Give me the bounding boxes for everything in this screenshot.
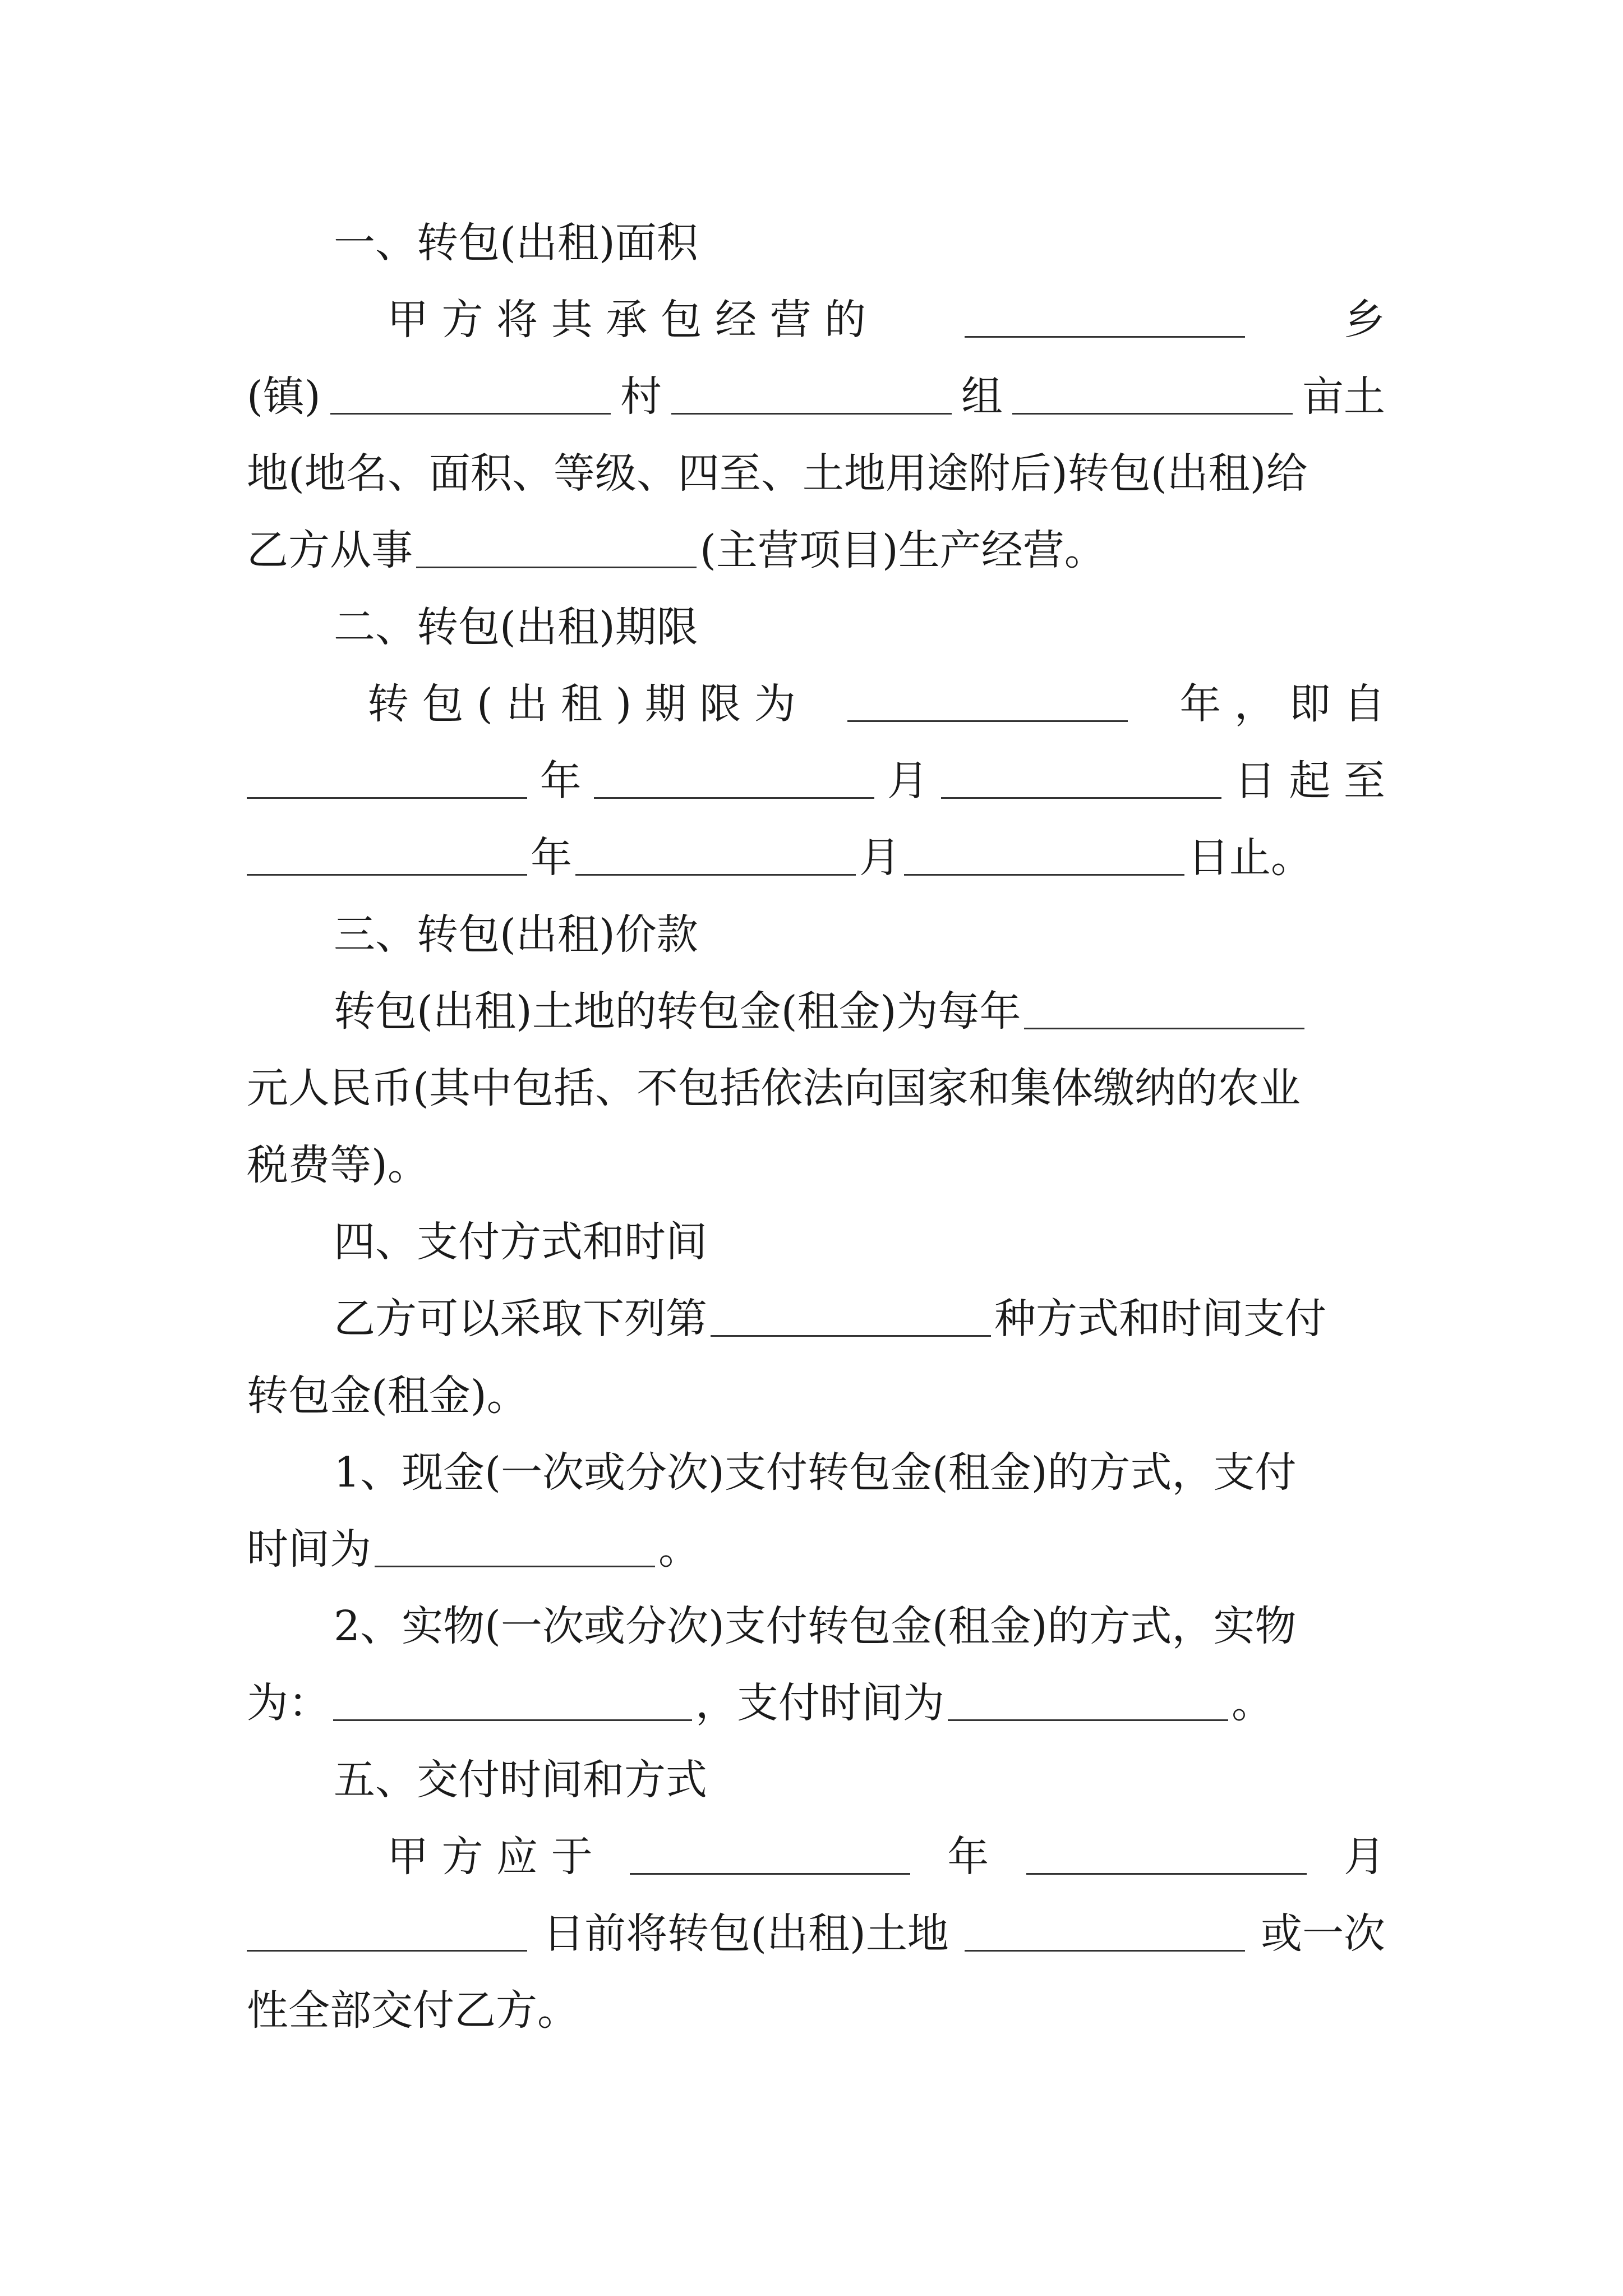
blank-field[interactable] bbox=[247, 840, 527, 876]
text: 转 包 ( 出 租 ) 期 限 为 bbox=[367, 680, 796, 728]
blank-field[interactable] bbox=[333, 1686, 692, 1721]
section-4-heading bbox=[247, 1204, 1385, 1281]
text: 乙方从事 bbox=[247, 526, 413, 574]
text: 地(地名、面积、等级、四至、土地用途附后)转包(出租)给 bbox=[247, 449, 1308, 498]
blank-field[interactable] bbox=[965, 302, 1245, 338]
section-1-line-2 bbox=[247, 358, 1385, 435]
section-2-line-3 bbox=[247, 820, 1385, 896]
blank-field[interactable] bbox=[630, 1839, 910, 1875]
section-4-item-2-line-1 bbox=[247, 1588, 1385, 1665]
section-3-line-1 bbox=[247, 973, 1385, 1050]
text: 日 起 至 bbox=[1234, 757, 1385, 805]
text: 1、现金(一次或分次)支付转包金(租金)的方式，支付 bbox=[334, 1448, 1297, 1497]
blank-field[interactable] bbox=[594, 763, 874, 799]
text: 或一次 bbox=[1260, 1910, 1385, 1958]
text: 年 bbox=[531, 834, 572, 882]
text: 日前将转包(出租)土地 bbox=[543, 1910, 949, 1958]
section-1-line-3 bbox=[247, 435, 1385, 512]
blank-field[interactable] bbox=[1024, 994, 1304, 1029]
text: 为： bbox=[247, 1679, 330, 1727]
blank-field[interactable] bbox=[847, 687, 1128, 722]
section-2-heading-text: 二、转包(出租)期限 bbox=[334, 603, 698, 651]
text: 月 bbox=[859, 834, 901, 882]
text: 年 bbox=[540, 757, 582, 805]
section-5-heading bbox=[247, 1742, 1385, 1819]
text: 税费等)。 bbox=[247, 1141, 429, 1189]
section-4-line-1 bbox=[247, 1281, 1385, 1358]
text: ，支付时间为 bbox=[695, 1679, 944, 1727]
blank-field[interactable] bbox=[375, 1532, 655, 1567]
text: 日止。 bbox=[1188, 834, 1312, 882]
blank-field[interactable] bbox=[575, 840, 856, 876]
blank-field[interactable] bbox=[948, 1686, 1228, 1721]
section-4-item-1-line-2 bbox=[247, 1511, 1385, 1588]
blank-field[interactable] bbox=[330, 379, 611, 415]
text: 亩土 bbox=[1302, 372, 1385, 421]
text: 月 bbox=[1343, 1833, 1385, 1881]
section-5-line-2 bbox=[247, 1895, 1385, 1972]
blank-field[interactable] bbox=[941, 763, 1221, 799]
section-2-line-2 bbox=[247, 743, 1385, 820]
text: 性全部交付乙方。 bbox=[247, 1986, 579, 2035]
section-4-heading-text: 四、支付方式和时间 bbox=[334, 1218, 707, 1266]
text: 年 ， 即 自 bbox=[1179, 680, 1385, 728]
section-4-item-1-line-1 bbox=[247, 1434, 1385, 1511]
blank-field[interactable] bbox=[247, 763, 527, 799]
section-2-line-1 bbox=[247, 666, 1385, 743]
text: 2、实物(一次或分次)支付转包金(租金)的方式，实物 bbox=[334, 1602, 1297, 1650]
blank-field[interactable] bbox=[965, 1916, 1245, 1952]
blank-field[interactable] bbox=[247, 1916, 527, 1952]
text: 乡 bbox=[1344, 296, 1385, 344]
section-1-line-1 bbox=[247, 282, 1385, 358]
section-3-heading bbox=[247, 896, 1385, 973]
section-5-line-3 bbox=[247, 1972, 1385, 2049]
text: 年 bbox=[947, 1833, 989, 1881]
blank-field[interactable] bbox=[904, 840, 1184, 876]
blank-field[interactable] bbox=[1026, 1839, 1307, 1875]
text: 转包金(租金)。 bbox=[247, 1372, 528, 1420]
text: (镇) bbox=[247, 372, 321, 421]
section-3-line-2 bbox=[247, 1050, 1385, 1127]
section-5-heading-text: 五、交付时间和方式 bbox=[334, 1756, 707, 1804]
blank-field[interactable] bbox=[416, 533, 697, 568]
text: 组 bbox=[961, 372, 1003, 421]
text: 村 bbox=[620, 372, 662, 421]
text: 元人民币(其中包括、不包括依法向国家和集体缴纳的农业 bbox=[247, 1064, 1301, 1112]
blank-field[interactable] bbox=[671, 379, 952, 415]
section-2-heading bbox=[247, 589, 1385, 666]
section-3-line-3 bbox=[247, 1127, 1385, 1204]
text: 甲 方 将 其 承 包 经 营 的 bbox=[387, 296, 866, 344]
text: 甲 方 应 于 bbox=[387, 1833, 593, 1881]
section-4-item-2-line-2 bbox=[247, 1665, 1385, 1742]
blank-field[interactable] bbox=[711, 1301, 991, 1337]
text: 时间为 bbox=[247, 1525, 371, 1573]
section-3-heading-text: 三、转包(出租)价款 bbox=[334, 910, 698, 959]
text: 。 bbox=[1232, 1679, 1273, 1727]
text: 种方式和时间支付 bbox=[994, 1295, 1326, 1343]
text: (主营项目)生产经营。 bbox=[700, 526, 1106, 574]
section-1-heading-text: 一、转包(出租)面积 bbox=[334, 219, 698, 267]
section-5-line-1 bbox=[247, 1819, 1385, 1895]
text: 转包(出租)土地的转包金(租金)为每年 bbox=[334, 987, 1021, 1036]
section-1-line-4 bbox=[247, 512, 1385, 589]
blank-field[interactable] bbox=[1012, 379, 1293, 415]
text: 乙方可以采取下列第 bbox=[334, 1295, 707, 1343]
text: 月 bbox=[887, 757, 929, 805]
section-1-heading bbox=[247, 205, 1385, 282]
section-4-line-2 bbox=[247, 1358, 1385, 1434]
text: 。 bbox=[658, 1525, 700, 1573]
